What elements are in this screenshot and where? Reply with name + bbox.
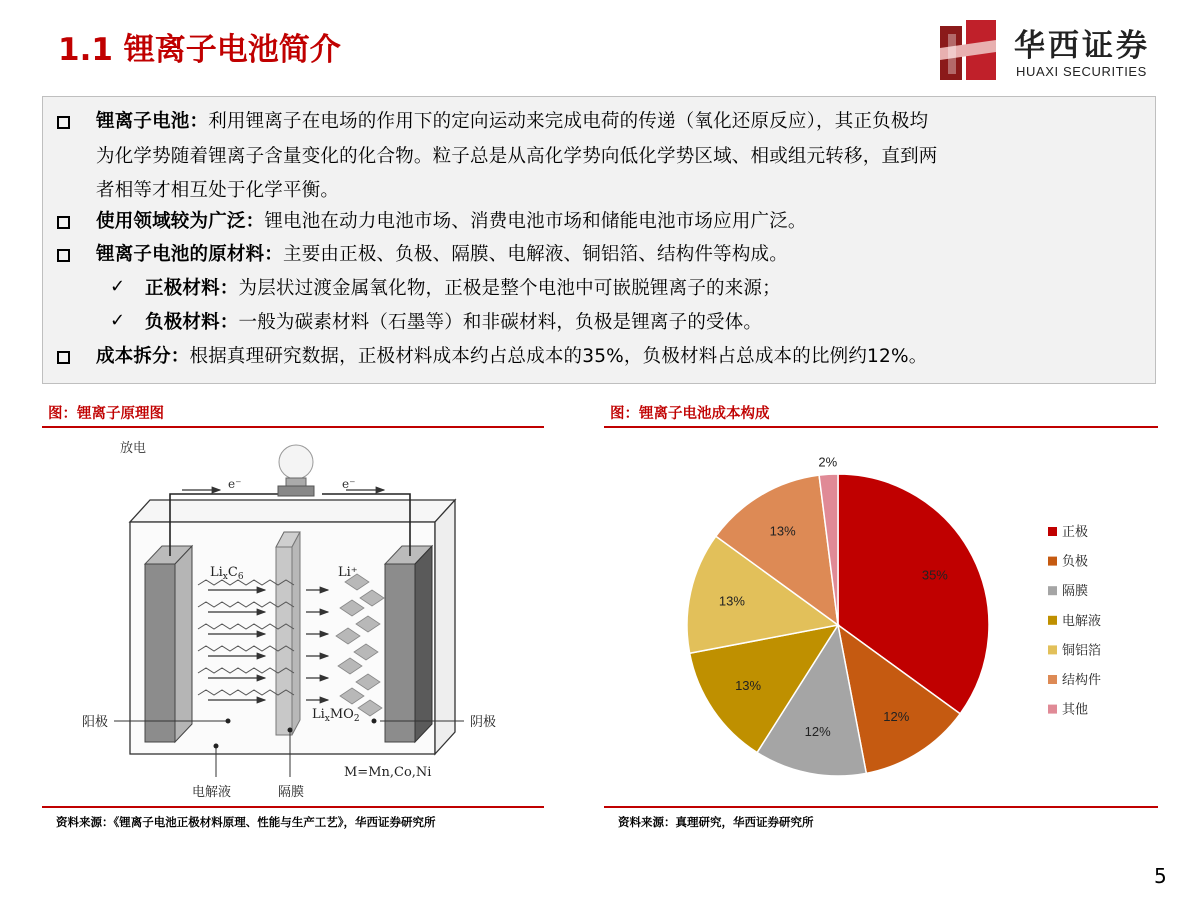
bullet-2 (96, 208, 807, 236)
sub-bullet-2 (145, 309, 762, 337)
bullet-4-label: 成本拆分： (96, 346, 190, 367)
bullet-1-cont-2: 者相等才相互处于化学平衡。 (96, 180, 340, 201)
electron-label-left: e⁻ (228, 477, 242, 491)
legend-label-1: 正极 (1062, 525, 1089, 540)
bullet-square-icon (57, 351, 70, 364)
right-figure-source: 资料来源：真理研究，华西证券研究所 (618, 815, 814, 829)
logo-chinese-name: 华西证券 (1014, 28, 1150, 64)
pie-data-label-7: 2% (818, 454, 838, 470)
logo-english-name: HUAXI SECURITIES (1016, 64, 1147, 79)
sub-bullet-1-label: 正极材料： (145, 278, 239, 299)
bullet-square-icon (57, 216, 70, 229)
left-figure-bottom-rule (42, 806, 544, 808)
pie-data-label-6: 13% (769, 523, 796, 539)
bullet-2-text: 锂电池在动力电池市场、消费电池市场和储能电池市场应用广泛。 (264, 211, 807, 232)
pie-data-label-4: 13% (735, 678, 762, 694)
anode-label: 阳极 (82, 715, 109, 730)
page-title: 1.1 锂离子电池简介 (58, 32, 341, 68)
bullet-3-label: 锂离子电池的原材料： (96, 244, 284, 265)
legend-label-7: 其他 (1062, 702, 1089, 718)
discharge-label: 放电 (120, 441, 147, 456)
separator-label: 隔膜 (278, 785, 305, 800)
bullet-1-cont-1: 为化学势随着锂离子含量变化的化合物。粒子总是从高化学势向低化学势区域、相或组元转移，直到两 (96, 146, 938, 167)
bullet-4-text: 根据真理研究数据，正极材料成本约占总成本的35%，负极材料占总成本的比例约12%。 (189, 346, 928, 367)
anode-material-label: $Li_xC_6$ (210, 565, 244, 582)
cost-pie-chart (604, 440, 1158, 800)
legend-swatch-7 (1048, 705, 1057, 714)
pie-data-label-5: 13% (718, 593, 745, 609)
legend-swatch-4 (1048, 616, 1057, 625)
cathode-plate (385, 546, 432, 742)
legend-label-3: 隔膜 (1062, 584, 1089, 600)
anode-plate (145, 546, 192, 742)
pie-data-label-2: 12% (883, 708, 910, 724)
check-icon: ✓ (110, 310, 126, 331)
check-icon: ✓ (110, 276, 126, 297)
bullet-4 (96, 343, 927, 371)
bullet-3-text: 主要由正极、负极、隔膜、电解液、铜铝箔、结构件等构成。 (283, 244, 788, 265)
legend-label-6: 结构件 (1062, 673, 1102, 688)
legend-swatch-2 (1048, 557, 1057, 566)
sub-bullet-2-text: 一般为碳素材料（石墨等）和非碳材料，负极是锂离子的受体。 (238, 312, 763, 333)
lithium-ion-diagram (60, 432, 520, 804)
bullet-2-label: 使用领域较为广泛： (96, 211, 265, 232)
right-figure-top-rule (604, 426, 1158, 428)
left-figure-top-rule (42, 426, 544, 428)
electrolyte-label: 电解液 (192, 785, 232, 800)
bulb-icon (278, 445, 314, 496)
right-figure-label: 图：锂离子电池成本构成 (610, 406, 770, 422)
bullet-3 (96, 241, 788, 269)
legend-swatch-6 (1048, 675, 1057, 684)
sub-bullet-2-label: 负极材料： (145, 312, 239, 333)
left-figure-source: 资料来源：《锂离子电池正极材料原理、性能与生产工艺》，华西证券研究所 (56, 815, 436, 829)
summary-box (42, 96, 1156, 384)
legend-label-2: 负极 (1062, 554, 1089, 570)
separator-membrane (276, 532, 300, 735)
left-figure-label: 图：锂离子原理图 (48, 406, 164, 422)
sub-bullet-1 (145, 275, 781, 303)
bullet-square-icon (57, 116, 70, 129)
metals-label: M=Mn,Co,Ni (344, 765, 432, 780)
legend-label-5: 铜铝箔 (1062, 643, 1102, 659)
page-number: 5 (1154, 864, 1167, 888)
bullet-1-label: 锂离子电池： (96, 111, 209, 132)
legend-swatch-1 (1048, 527, 1057, 536)
legend-swatch-5 (1048, 645, 1057, 654)
legend-swatch-3 (1048, 586, 1057, 595)
sub-bullet-1-text: 为层状过渡金属氧化物，正极是整个电池中可嵌脱锂离子的来源； (238, 278, 781, 299)
pie-data-label-3: 12% (804, 723, 831, 739)
cathode-material-label: $Li_xMO_2$ (312, 707, 360, 724)
electron-label-right: e⁻ (342, 477, 356, 491)
cathode-label: 阴极 (470, 715, 497, 730)
legend-label-4: 电解液 (1062, 613, 1102, 629)
right-figure-bottom-rule (604, 806, 1158, 808)
li-ion-label: Li⁺ (338, 565, 358, 580)
bullet-square-icon (57, 249, 70, 262)
pie-data-label-1: 35% (921, 567, 948, 583)
bullet-1 (96, 108, 928, 136)
bullet-1-text: 利用锂离子在电场的作用下的定向运动来完成电荷的传递（氧化还原反应），其正负极均 (208, 111, 929, 132)
